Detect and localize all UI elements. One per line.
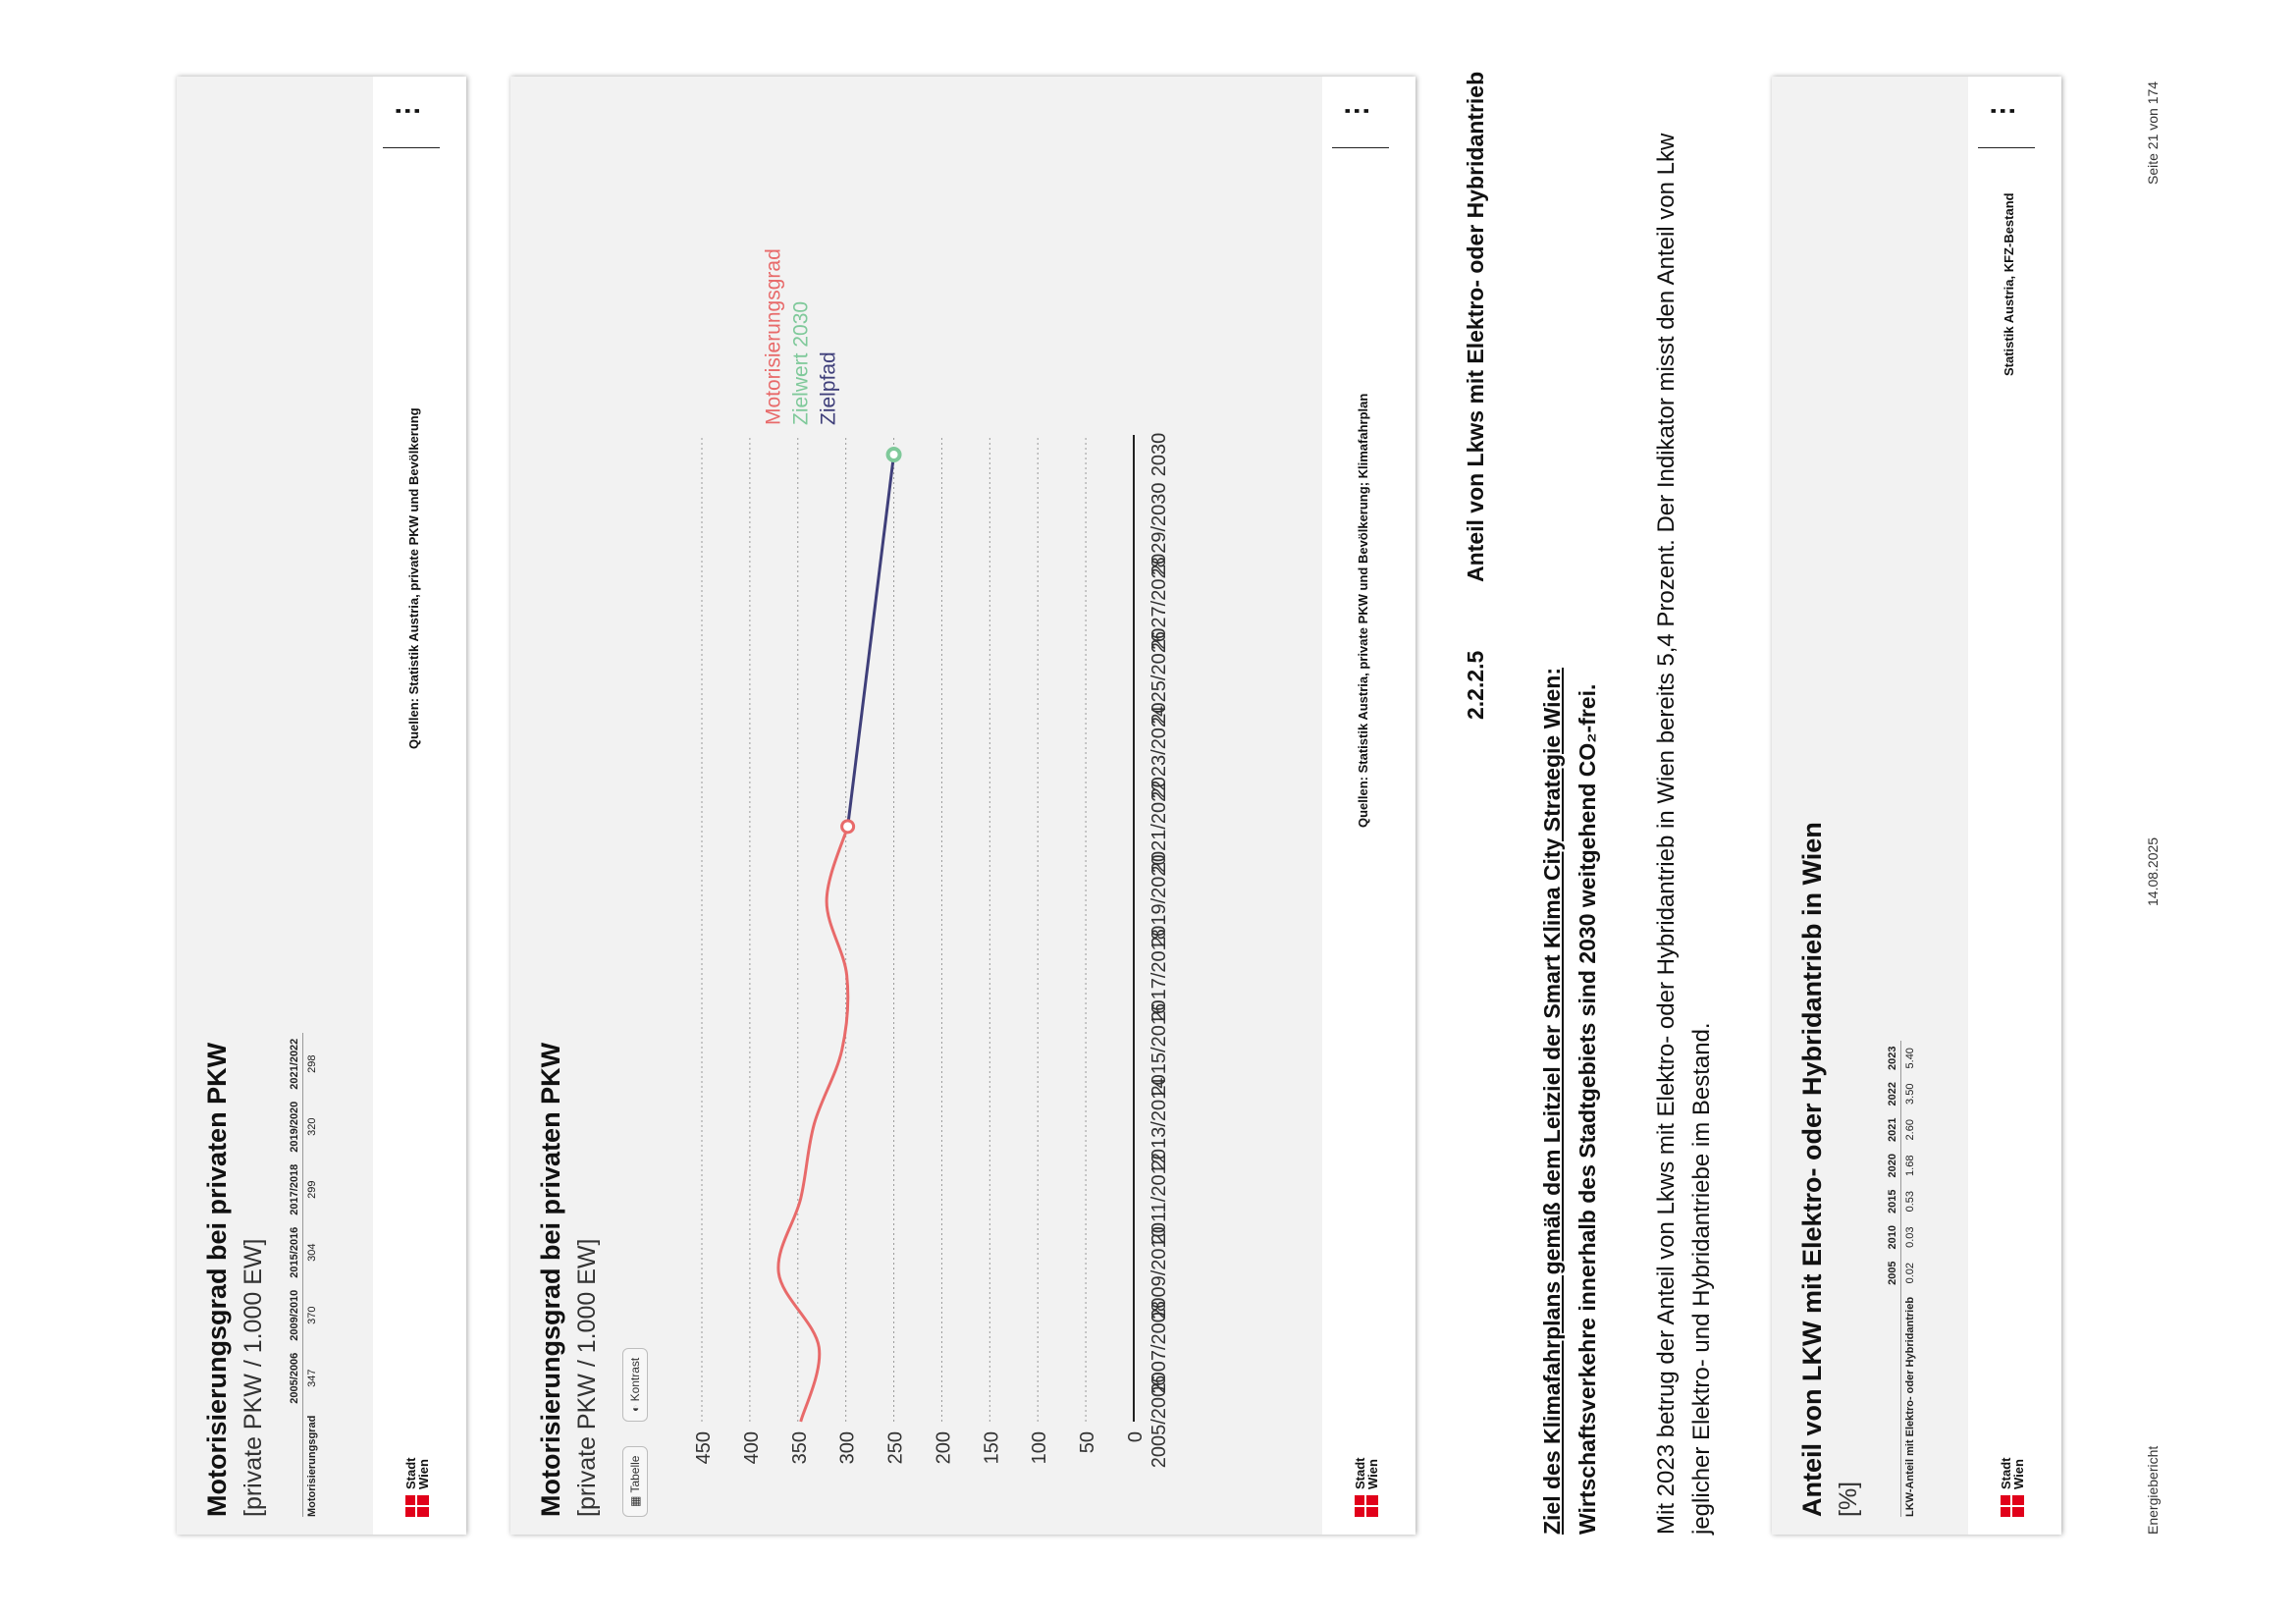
table-header-cell: 2020 [1885, 1148, 1901, 1183]
x-tick-label: 2015/2016 [1148, 1002, 1170, 1097]
motorisierungsgrad-line-chart [672, 77, 1320, 1535]
point-latest-value [842, 821, 854, 833]
table-header-cell: 2021 [1885, 1112, 1901, 1148]
table-cell: 320 [306, 1117, 318, 1136]
logo-line-2: Wien [416, 1459, 431, 1489]
x-tick-label: 2029/2030 [1148, 482, 1170, 576]
wien-flag-icon [1355, 1495, 1378, 1517]
logo-line-1: Stadt [1999, 1457, 2013, 1489]
y-tick-label: 150 [981, 1431, 1003, 1465]
data-table [1885, 1041, 1919, 1517]
table-cell: 0.53 [1904, 1191, 1916, 1213]
card-title: Motorisierungsgrad bei privaten PKW [202, 1042, 232, 1517]
legend-label: Motorisierungsgrad [762, 248, 785, 425]
table-header-cell: 2015 [1885, 1183, 1901, 1218]
card-unit: [private PKW / 1.000 EW] [573, 1238, 601, 1517]
y-tick-label: 400 [740, 1431, 763, 1465]
card-unit: [private PKW / 1.000 EW] [240, 1238, 267, 1517]
y-tick-label: 200 [933, 1431, 955, 1465]
goal-line-2: Wirtschaftsverkehre innerhalb des Stadtgebiets sind 2030 weitgehend CO₂-frei. [1575, 683, 1600, 1535]
x-tick-label: 2009/2010 [1148, 1226, 1170, 1320]
card-title: Anteil von LKW mit Elektro- oder Hybridantrieb in Wien [1797, 822, 1827, 1517]
indicator-card-1 [177, 77, 466, 1535]
logo-line-2: Wien [2011, 1459, 2026, 1489]
source-note: Quellen: Statistik Austria, private PKW und Bevölkerung; Klimafahrplan [1356, 393, 1370, 828]
wien-flag-icon [405, 1495, 429, 1517]
wien-flag-icon [2001, 1495, 2024, 1517]
table-header-cell: 2009/2010 [287, 1284, 303, 1347]
footer-right: Seite 21 von 174 [2145, 81, 2161, 185]
section-heading: Anteil von Lkws mit Elektro- oder Hybridantrieb [1463, 71, 1488, 582]
y-tick-label: 250 [884, 1431, 907, 1465]
y-tick-label: 300 [836, 1431, 859, 1465]
table-cell: 3.50 [1904, 1083, 1916, 1105]
table-header-cell: 2005 [1885, 1255, 1901, 1290]
table-header-cell: 2015/2016 [287, 1221, 303, 1284]
table-cell: 299 [306, 1180, 318, 1199]
body-paragraph: Mit 2023 betrug der Anteil von Lkws mit Elektro- oder Hybridantrieb in Wien bereits 5,4 Prozent. Der Indikator misst den Anteil von Lkw jeglicher Elektro- und Hybridantriebe im Bestand. [1653, 133, 1715, 1535]
card-unit: [%] [1835, 1481, 1862, 1517]
table-header-cell: 2023 [1885, 1041, 1901, 1076]
y-tick-label: 450 [693, 1431, 715, 1465]
table-cell: 347 [306, 1369, 318, 1387]
y-tick-label: 50 [1077, 1431, 1099, 1454]
goal-line-1: Ziel des Klimafahrplans gemäß dem Leitziel der Smart Klima City Strategie Wien: [1539, 668, 1565, 1535]
menu-dots-icon[interactable]: ⋮ [1987, 95, 2017, 125]
x-tick-label: 2023/2024 [1148, 705, 1170, 799]
table-row-label: LKW-Anteil mit Elektro- oder Hybridantrieb [1904, 1296, 1916, 1517]
logo-line-1: Stadt [403, 1457, 418, 1489]
source-note: Statistik Austria, KFZ-Bestand [2002, 192, 2016, 376]
stadt-wien-logo [404, 1458, 430, 1518]
table-cell: 0.03 [1904, 1226, 1916, 1248]
x-tick-label: 2025/2026 [1148, 631, 1170, 725]
series-line-motorisierungsgrad [778, 827, 848, 1422]
logo-line-1: Stadt [1353, 1457, 1367, 1489]
card-footer [1322, 77, 1415, 1535]
table-header-cell: 2022 [1885, 1076, 1901, 1111]
logo-line-2: Wien [1365, 1459, 1380, 1489]
table-header-cell: 2019/2020 [287, 1096, 303, 1159]
x-tick-label: 2017/2018 [1148, 929, 1170, 1022]
table-header-cell [287, 1410, 303, 1517]
table-cell: 0.02 [1904, 1262, 1916, 1284]
chart-card [510, 77, 1415, 1535]
separator [383, 147, 440, 148]
goal-statement [1534, 668, 1605, 1535]
contrast-button[interactable]: ◐ Kontrast [622, 1348, 648, 1422]
table-header-cell: 2017/2018 [287, 1159, 303, 1221]
card-title: Motorisierungsgrad bei privaten PKW [536, 1042, 565, 1517]
data-table [287, 1033, 321, 1517]
table-header-cell [1885, 1291, 1901, 1517]
stadt-wien-logo [2000, 1458, 2025, 1518]
table-header-cell: 2021/2022 [287, 1033, 303, 1096]
table-header-cell: 2005/2006 [287, 1347, 303, 1410]
x-tick-label: 2013/2014 [1148, 1077, 1170, 1171]
separator [1332, 147, 1389, 148]
table-cell: 2.60 [1904, 1119, 1916, 1141]
point-zielwert-2030 [888, 449, 900, 460]
card-footer [373, 77, 466, 1535]
x-tick-label: 2007/2008 [1148, 1300, 1170, 1394]
table-cell: 370 [306, 1306, 318, 1324]
separator [1978, 147, 2035, 148]
table-row-label: Motorisierungsgrad [306, 1415, 318, 1517]
indicator-card-3 [1772, 77, 2061, 1535]
table-header-cell: 2010 [1885, 1219, 1901, 1255]
source-note: Quellen: Statistik Austria, private PKW und Bevölkerung [406, 407, 421, 749]
section-number: 2.2.2.5 [1463, 650, 1488, 720]
menu-dots-icon[interactable]: ⋮ [1341, 95, 1371, 125]
legend-label: Zielwert 2030 [789, 300, 813, 425]
footer-center: 14.08.2025 [2145, 836, 2161, 906]
x-tick-label: 2027/2028 [1148, 557, 1170, 650]
y-tick-label: 100 [1029, 1431, 1051, 1465]
menu-dots-icon[interactable]: ⋮ [392, 95, 422, 125]
table-cell: 1.68 [1904, 1155, 1916, 1176]
y-tick-label: 0 [1125, 1431, 1147, 1443]
x-tick-label: 2011/2012 [1148, 1153, 1170, 1245]
x-tick-label: 2021/2022 [1148, 780, 1170, 874]
x-tick-label: 2030 [1148, 432, 1170, 477]
x-tick-label: 2005/2006 [1148, 1375, 1170, 1469]
series-line-zielpfad [848, 455, 894, 827]
card-footer [1968, 77, 2061, 1535]
legend-label: Zielpfad [817, 351, 840, 425]
stadt-wien-logo [1354, 1458, 1379, 1518]
table-cell: 298 [306, 1054, 318, 1073]
footer-left: Energiebericht [2145, 1445, 2161, 1535]
table-cell: 5.40 [1904, 1048, 1916, 1069]
table-button[interactable]: ▦ Tabelle [622, 1446, 648, 1517]
table-cell: 304 [306, 1243, 318, 1262]
y-tick-label: 350 [788, 1431, 811, 1465]
x-tick-label: 2019/2020 [1148, 854, 1170, 947]
